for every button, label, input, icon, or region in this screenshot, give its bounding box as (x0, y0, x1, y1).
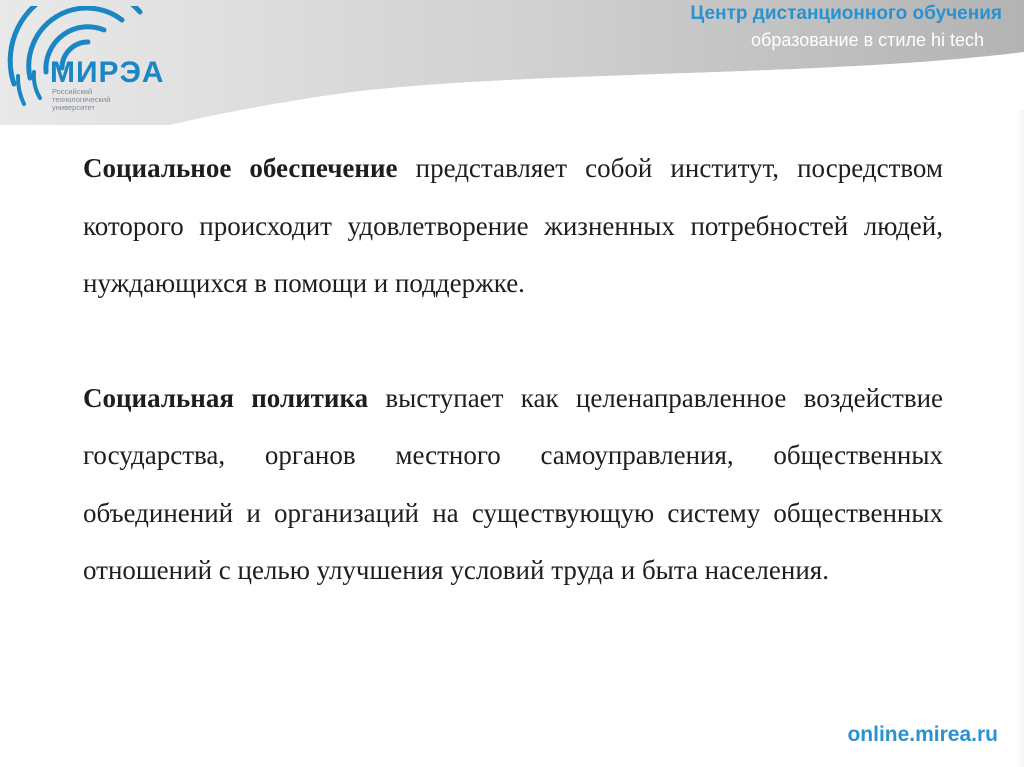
logo-subtitle (52, 88, 142, 112)
right-edge-shade (1016, 110, 1024, 767)
center-title: Центр дистанционного обучения (690, 3, 1002, 24)
mirea-logo (0, 6, 200, 116)
footer-url[interactable]: online.mirea.ru (847, 723, 998, 746)
logo-word: МИРЭА (50, 56, 165, 89)
logo-subtitle-line: технологический (52, 95, 111, 104)
term-social-security: Социальное обеспечение (83, 153, 398, 183)
center-tagline: образование в стиле hi tech (751, 30, 984, 50)
term-social-policy: Социальная политика (83, 382, 369, 413)
definition-social-policy: выступает как целенаправленное воздействие государства, органов местного самоуправления, общественных объединений и организаций на существующую систему общественных отношений с целью улучшения условий труда и быта населения. (83, 382, 944, 585)
logo-subtitle-line: Российский (52, 87, 93, 96)
paragraph-social-security (83, 140, 943, 313)
logo-subtitle-line: университет (52, 103, 95, 112)
definition-social-security: представляет собой институт, посредством которого происходит удовлетворение жизненных потребностей людей, нуждающихся в помощи и поддержке. (83, 153, 944, 298)
slide-body (83, 140, 943, 600)
paragraph-social-policy (83, 370, 943, 600)
